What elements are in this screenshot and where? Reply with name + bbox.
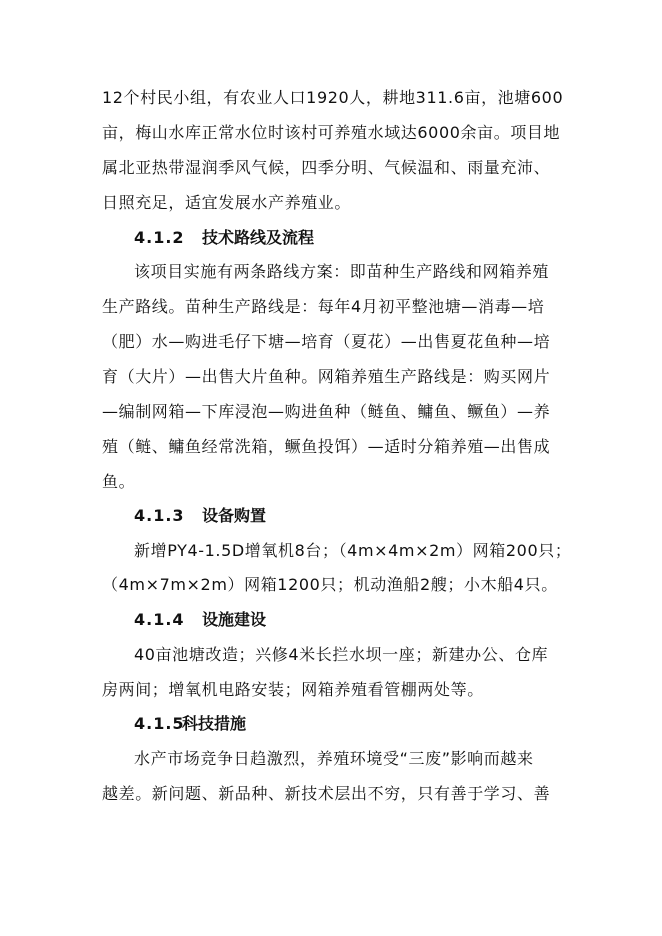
paragraph-line: 殖（鲢、鳙鱼经常洗箱，鳜鱼投饵）—适时分箱养殖—出售成 <box>102 437 551 456</box>
section-number: 4.1.2 <box>134 228 185 247</box>
section-title: 设备购置 <box>202 506 267 525</box>
paragraph-line: —编制网箱—下库浸泡—购进鱼种（鲢鱼、鳙鱼、鳜鱼）—养 <box>102 402 551 421</box>
paragraph-line: 生产路线。苗种生产路线是：每年4月初平整池塘—消毒—培 <box>102 297 545 316</box>
paragraph-line: 亩，梅山水库正常水位时该村可养殖水域达6000余亩。项目地 <box>102 123 561 142</box>
paragraph-line: 40亩池塘改造；兴修4米长拦水坝一座；新建办公、仓库 <box>134 645 549 664</box>
section-number: 4.1.5 <box>134 714 185 733</box>
paragraph-line: 房两间；增氧机电路安装；网箱养殖看管棚两处等。 <box>102 680 484 699</box>
section-title: 技术路线及流程 <box>202 228 315 247</box>
section-heading-4-1-2 <box>134 228 314 248</box>
paragraph-line: 该项目实施有两条路线方案：即苗种生产路线和网箱养殖 <box>134 262 550 281</box>
paragraph-line: （肥）水—购进毛仔下塘—培育（夏花）—出售夏花鱼种—培 <box>102 332 551 351</box>
paragraph-line: 日照充足，适宜发展水产养殖业。 <box>102 193 352 212</box>
section-heading-4-1-3 <box>134 506 266 526</box>
section-heading-4-1-5 <box>134 714 246 734</box>
section-title: 科技措施 <box>182 714 247 733</box>
paragraph-line: 鱼。 <box>102 472 136 491</box>
paragraph-line: 属北亚热带湿润季风气候，四季分明、气候温和、雨量充沛、 <box>102 158 551 177</box>
section-number: 4.1.3 <box>134 506 185 525</box>
paragraph-line: 育（大片）—出售大片鱼种。网箱养殖生产路线是：购买网片 <box>102 367 551 386</box>
section-heading-4-1-4 <box>134 610 266 630</box>
section-title: 设施建设 <box>202 610 267 629</box>
paragraph-line: （4m×7m×2m）网箱1200只；机动渔船2艘；小木船4只。 <box>102 575 558 594</box>
paragraph-line: 越差。新问题、新品种、新技术层出不穷，只有善于学习、善 <box>102 784 551 803</box>
paragraph-line: 水产市场竞争日趋激烈，养殖环境受“三废”影响而越来 <box>134 749 534 768</box>
paragraph-line: 12个村民小组，有农业人口1920人，耕地311.6亩，池塘600 <box>102 88 564 107</box>
paragraph-line: 新增PY4-1.5D增氧机8台；（4m×4m×2m）网箱200只； <box>134 541 572 560</box>
section-number: 4.1.4 <box>134 610 185 629</box>
